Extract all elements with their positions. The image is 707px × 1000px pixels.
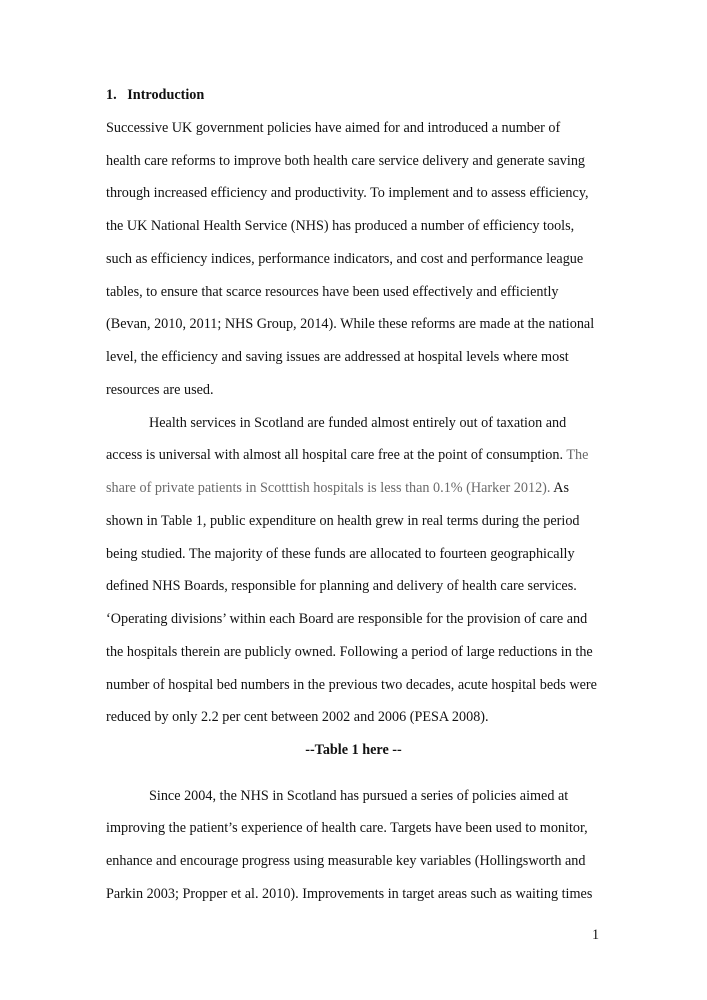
text-line: level, the efficiency and saving issues are addressed at hospital levels where most [106, 349, 569, 365]
text-line: Successive UK government policies have aimed for and introduced a number of [106, 120, 561, 136]
section-heading [106, 86, 204, 104]
text-line: improving the patient’s experience of health care. Targets have been used to monitor, [106, 820, 588, 836]
text-line: health care reforms to improve both health care service delivery and generate saving [106, 153, 586, 169]
text-line: resources are used. [106, 382, 214, 398]
page-number: 1 [592, 927, 600, 943]
text-segment: access is universal with almost all hospital care free at the point of consumption. [106, 447, 567, 463]
paragraph-first-line: Since 2004, the NHS in Scotland has pursued a series of policies aimed at [149, 788, 569, 804]
paragraph-first-line: Health services in Scotland are funded almost entirely out of taxation and [149, 415, 567, 431]
table-placeholder: --Table 1 here -- [305, 742, 402, 758]
text-segment: As [550, 480, 569, 496]
highlighted-text-segment: The [566, 447, 589, 463]
text-line: being studied. The majority of these funds are allocated to fourteen geographically [106, 546, 575, 562]
text-line [106, 446, 588, 464]
text-line: such as efficiency indices, performance indicators, and cost and performance league [106, 251, 584, 267]
text-line: number of hospital bed numbers in the previous two decades, acute hospital beds were [106, 677, 597, 693]
text-line: through increased efficiency and productivity. To implement and to assess efficiency, [106, 185, 589, 201]
text-line [106, 479, 569, 497]
text-line: tables, to ensure that scarce resources have been used effectively and efficiently [106, 284, 559, 300]
text-line: defined NHS Boards, responsible for planning and delivery of health care services. [106, 578, 577, 594]
text-line: ‘Operating divisions’ within each Board are responsible for the provision of care and [106, 611, 588, 627]
text-line: reduced by only 2.2 per cent between 2002 and 2006 (PESA 2008). [106, 709, 489, 725]
section-number: 1. [106, 87, 117, 103]
text-line: the hospitals therein are publicly owned. Following a period of large reductions in the [106, 644, 593, 660]
text-line: enhance and encourage progress using measurable key variables (Hollingsworth and [106, 853, 586, 869]
text-line: the UK National Health Service (NHS) has produced a number of efficiency tools, [106, 218, 575, 234]
highlighted-text-segment: share of private patients in Scotttish hospitals is less than 0.1% (Harker 2012). [106, 480, 551, 496]
section-title: Introduction [127, 87, 205, 103]
text-line: shown in Table 1, public expenditure on health grew in real terms during the period [106, 513, 580, 529]
text-line: (Bevan, 2010, 2011; NHS Group, 2014). While these reforms are made at the national [106, 316, 595, 332]
text-line: Parkin 2003; Propper et al. 2010). Improvements in target areas such as waiting times [106, 886, 593, 902]
